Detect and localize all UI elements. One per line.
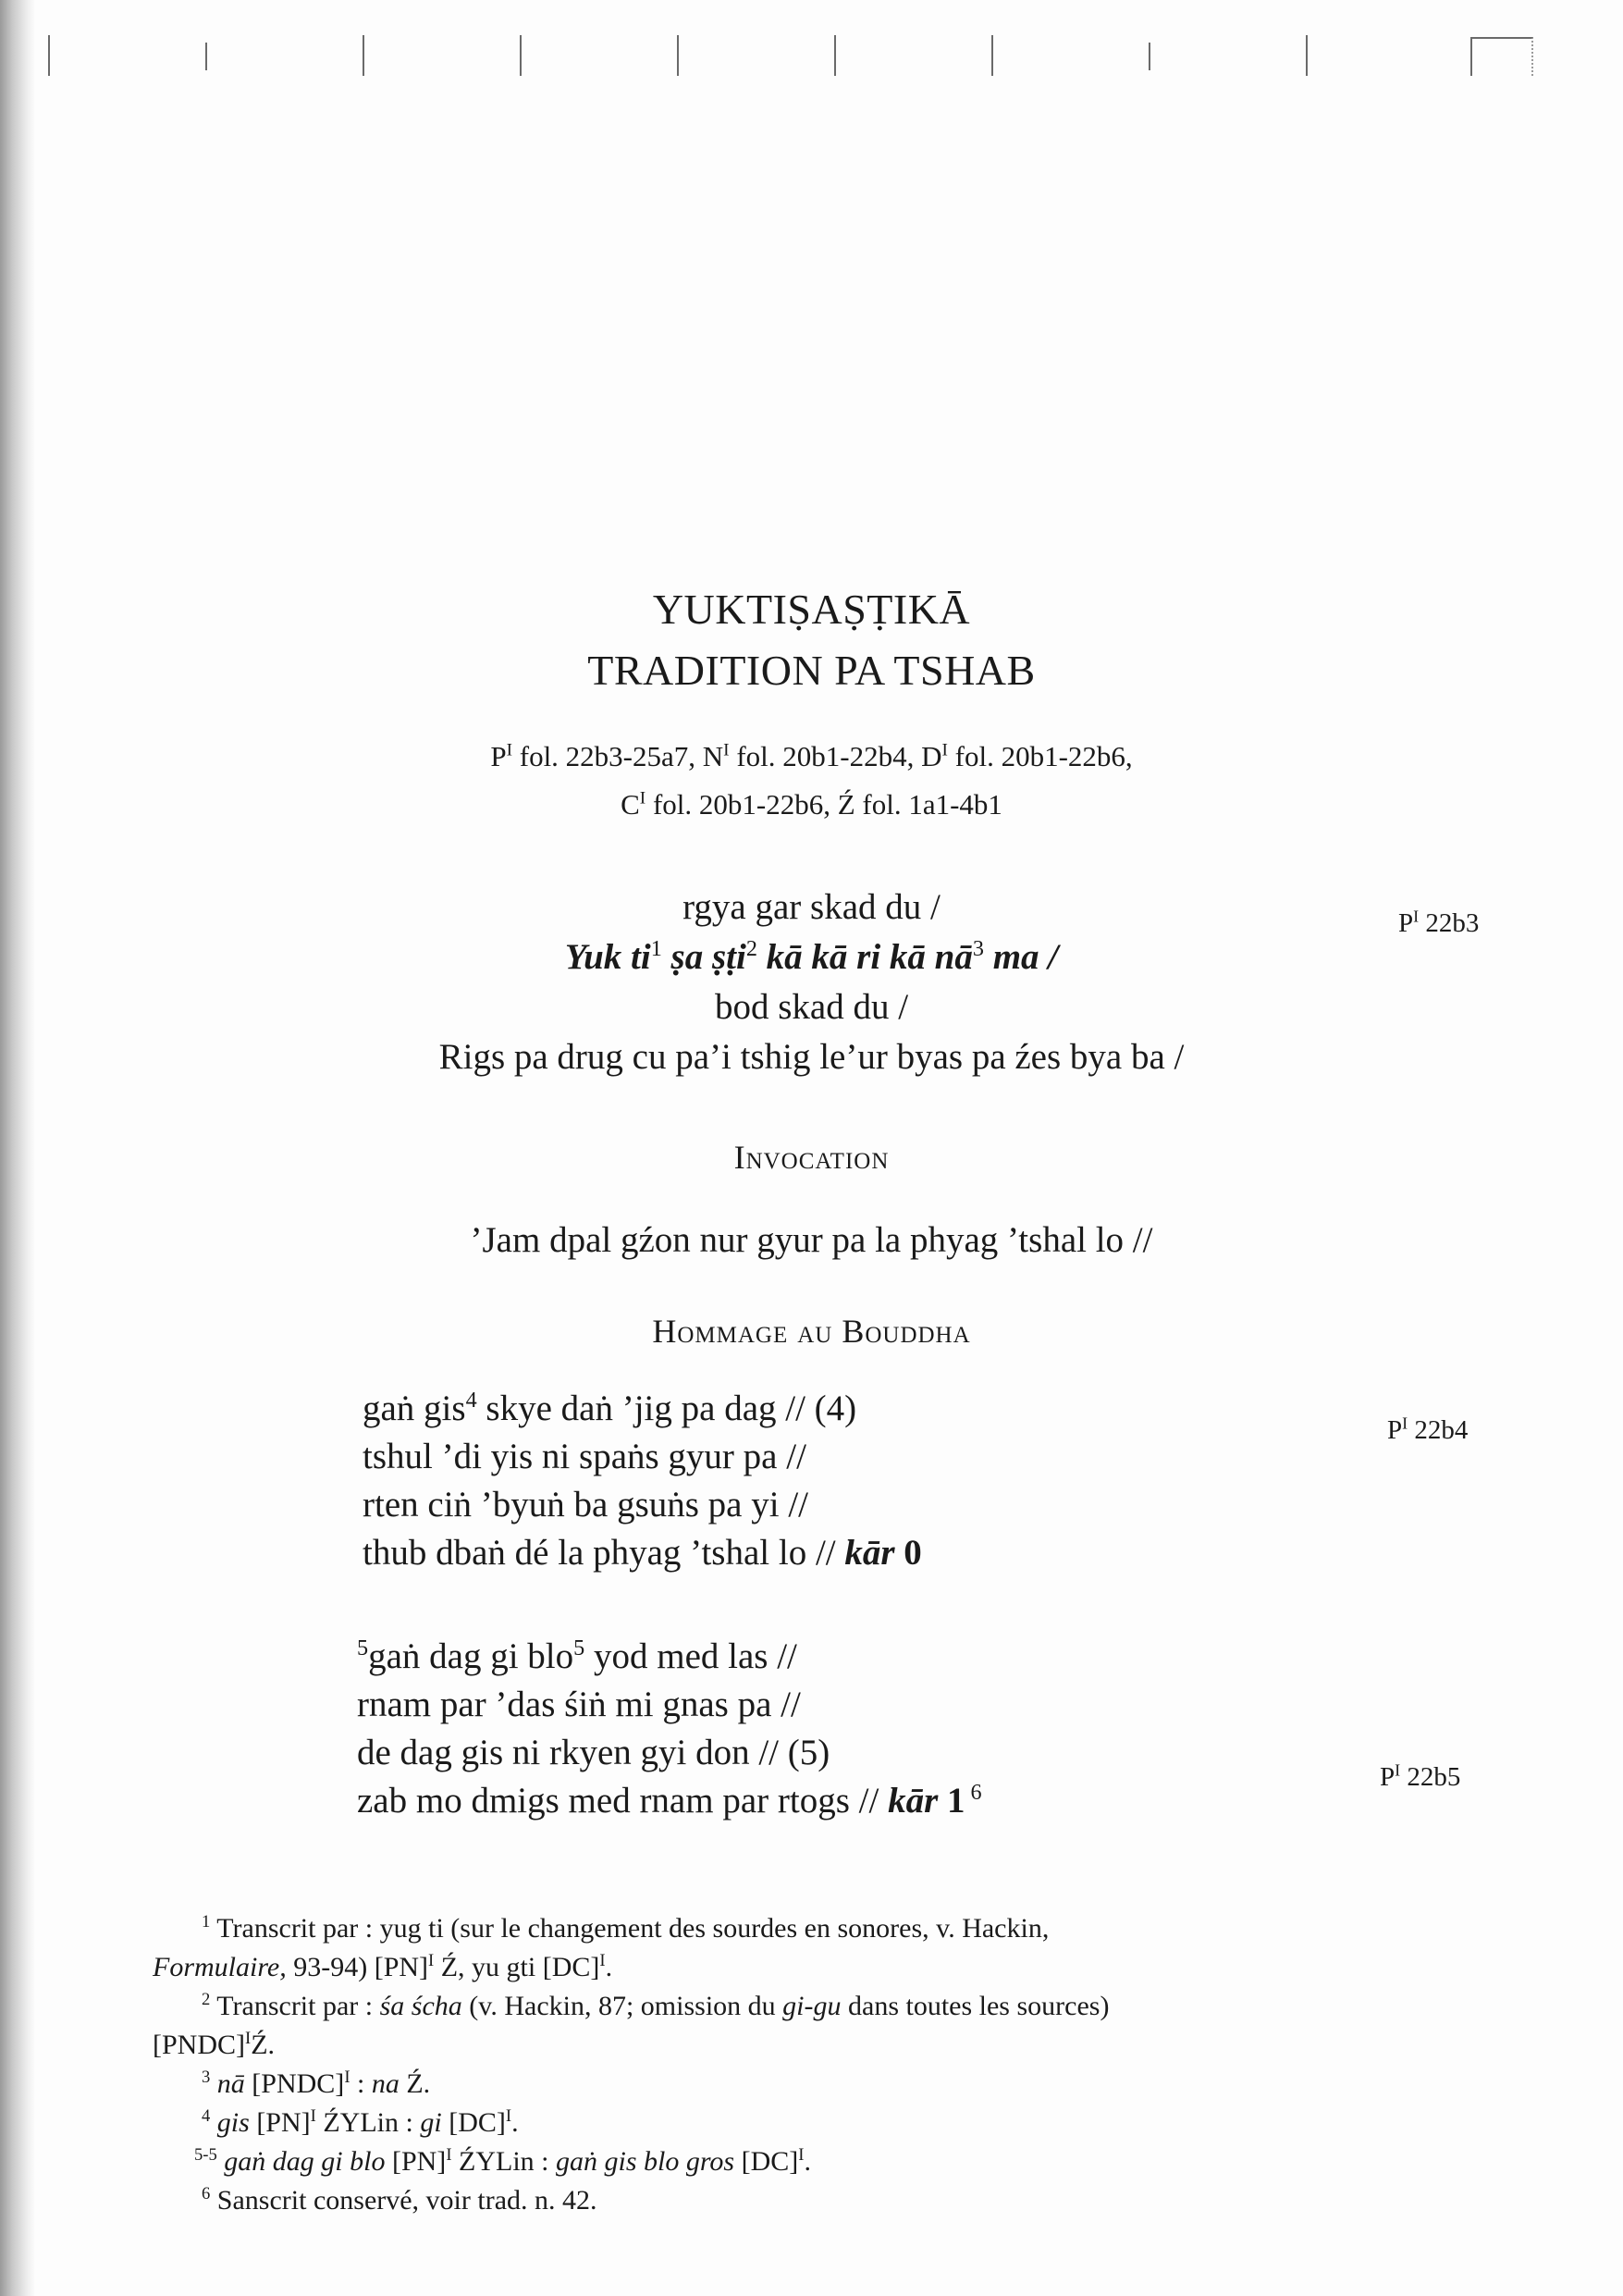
siglum-sup: I — [798, 2145, 805, 2165]
footnote-text: ŹYLin : — [451, 2146, 557, 2177]
note-ref: 5 — [357, 1636, 369, 1660]
karika-number: 1 — [938, 1781, 965, 1821]
title-block-line: bod skad du / — [714, 987, 909, 1027]
siglum-sup: I — [245, 2029, 252, 2048]
footnote-5 — [194, 2146, 811, 2178]
siglum: P — [1380, 1762, 1396, 1792]
footnote-3 — [202, 2068, 430, 2100]
karika-label: kār — [844, 1533, 895, 1573]
footnote-text: : — [350, 2068, 372, 2099]
siglum-sup: I — [599, 1951, 606, 1970]
page-subtitle: TRADITION PA TSHAB — [587, 647, 1036, 694]
footnote-italic: Formulaire, — [153, 1952, 287, 1982]
footnote-italic: gis — [210, 2107, 250, 2138]
folio: 22b5 — [1400, 1762, 1461, 1792]
siglum-sup: I — [639, 788, 646, 809]
siglum-sup: I — [723, 740, 730, 760]
karika-number: 0 — [894, 1533, 922, 1573]
siglum: P — [490, 740, 507, 772]
sanskrit-word: ṣa ṣṭi — [661, 937, 746, 977]
footnote-italic: gaṅ dag gi blo — [216, 2146, 386, 2177]
footnote-text: Ź. — [399, 2068, 431, 2099]
title-block-line: rgya gar skad du / — [682, 887, 941, 927]
siglum-sup: I — [941, 740, 948, 760]
ruler-tick — [677, 35, 679, 76]
footnote-italic: nā — [210, 2068, 245, 2099]
footnote-number: 6 — [202, 2184, 211, 2203]
footnote-text: dans toutes les sources) — [841, 1991, 1110, 2021]
margin-folio-ref — [1387, 1415, 1468, 1446]
siglum-sup: I — [446, 2145, 452, 2165]
footnote-4 — [202, 2107, 519, 2139]
sources-line-2 — [0, 788, 1623, 821]
footnote-text: Ź, yu gti [DC] — [434, 1952, 600, 1982]
siglum: D — [921, 740, 942, 772]
folio-range: fol. 20b1-22b6, — [947, 740, 1133, 772]
ruler-tick — [991, 35, 993, 76]
verse-line — [357, 1780, 982, 1821]
ruler-tick — [205, 43, 207, 70]
footnote-text: (v. Hackin, 87; omission du — [461, 1991, 783, 2021]
siglum: P — [1398, 908, 1414, 938]
note-ref: 4 — [465, 1388, 477, 1413]
siglum-sup: I — [310, 2106, 316, 2126]
verse-text: zab mo dmigs med rnam par rtogs // — [357, 1781, 889, 1821]
siglum-sup: I — [506, 740, 512, 760]
ruler-tick — [520, 35, 522, 76]
footnote-text: 93-94) [PN] — [286, 1952, 429, 1982]
footnote-text: [PNDC] — [244, 2068, 345, 2099]
note-ref: 6 — [965, 1780, 982, 1805]
note-ref: 2 — [745, 936, 757, 961]
verse-text: thub dbaṅ dé la phyag ’tshal lo // — [363, 1533, 845, 1573]
footnote-italic: gi-gu — [782, 1991, 842, 2021]
footnote-2 — [202, 1991, 1109, 2022]
verse-text: yod med las // — [584, 1636, 797, 1676]
ruler-tick — [48, 35, 50, 76]
footnote-text: . — [804, 2146, 811, 2177]
verse-text: skye daṅ ’jig pa dag // (4) — [476, 1389, 857, 1428]
footnote-number: 4 — [202, 2106, 211, 2126]
sanskrit-word: Yuk ti — [564, 937, 651, 977]
sanskrit-word: ma / — [983, 937, 1059, 977]
ruler-tick — [834, 35, 836, 76]
footnote-text: ŹYLin : — [315, 2107, 421, 2138]
footnote-text: Transcrit par : — [210, 1991, 380, 2021]
verse-line: rnam par ’das śiṅ mi gnas pa // — [357, 1685, 801, 1724]
margin-folio-ref — [1380, 1762, 1460, 1793]
ruler-corner — [1470, 37, 1533, 76]
footnote-6 — [202, 2185, 597, 2216]
siglum: N — [702, 740, 724, 772]
folio-range: fol. 20b1-22b4, — [729, 740, 922, 772]
note-ref: 1 — [650, 936, 662, 961]
footnote-text: [DC] — [441, 2107, 506, 2138]
note-ref: 3 — [972, 936, 984, 961]
note-ref: 5 — [573, 1636, 585, 1660]
footnote-text: Sanscrit conservé, voir trad. n. 42. — [210, 2185, 597, 2216]
sources-line-1 — [0, 740, 1623, 773]
footnote-1 — [202, 1913, 1049, 1944]
siglum-sup: I — [1395, 1760, 1401, 1780]
footnote-text: Ź. — [251, 2030, 276, 2060]
footnote-2-cont — [153, 2030, 275, 2061]
sanskrit-word: kā kā ri kā nā — [756, 937, 973, 977]
verse-line: tshul ’di yis ni spaṅs gyur pa // — [363, 1437, 806, 1476]
sanskrit-title — [0, 936, 1623, 978]
section-heading-hommage: Hommage au Bouddha — [652, 1313, 971, 1350]
margin-folio-ref — [1398, 908, 1479, 939]
footnote-number: 5-5 — [194, 2145, 217, 2165]
footnote-italic: na — [371, 2068, 400, 2099]
siglum: P — [1387, 1415, 1403, 1445]
footnote-italic: gaṅ gis blo gros — [556, 2146, 735, 2177]
verse-line — [363, 1388, 856, 1429]
verse-line — [357, 1636, 797, 1677]
ruler-tick — [1306, 35, 1308, 76]
karika-label: kār — [888, 1781, 939, 1821]
footnote-italic: gi — [420, 2107, 442, 2138]
page-title: YUKTIṢAṢṬIKĀ — [652, 586, 971, 633]
folio-range: fol. 22b3-25a7, — [512, 740, 703, 772]
footnote-number: 1 — [202, 1912, 211, 1932]
verse-text: gaṅ dag gi blo — [368, 1636, 574, 1676]
siglum-sup: I — [505, 2106, 512, 2126]
tibetan-title: Rigs pa drug cu pa’i tshig le’ur byas pa źes bya ba / — [438, 1037, 1185, 1077]
siglum: C — [621, 788, 640, 821]
footnote-1-cont — [153, 1952, 612, 1983]
siglum-sup: I — [428, 1951, 435, 1970]
verse-line: rten ciṅ ’byuṅ ba gsuṅs pa yi // — [363, 1485, 808, 1524]
siglum-sup: I — [1413, 907, 1420, 926]
footnote-text: [PNDC] — [153, 2030, 246, 2060]
footnote-number: 2 — [202, 1990, 211, 2009]
footnote-text: Transcrit par : yug ti (sur le changement des sourdes en sonores, v. Hackin, — [210, 1913, 1050, 1944]
footnote-number: 3 — [202, 2068, 211, 2087]
invocation-line: ’Jam dpal gźon nur gyur pa la phyag ’tshal lo // — [470, 1220, 1153, 1260]
footnote-text: [PN] — [249, 2107, 311, 2138]
footnote-text: . — [511, 2107, 519, 2138]
section-heading-invocation: Invocation — [733, 1139, 890, 1176]
verse-text: gaṅ gis — [363, 1389, 466, 1428]
folio-range: fol. 20b1-22b6, Ź fol. 1a1-4b1 — [646, 788, 1002, 821]
folio: 22b4 — [1408, 1415, 1469, 1445]
footnote-text: [DC] — [734, 2146, 799, 2177]
footnote-text: [PN] — [385, 2146, 447, 2177]
footnote-text: . — [605, 1952, 613, 1982]
siglum-sup: I — [1402, 1413, 1408, 1433]
folio: 22b3 — [1419, 908, 1480, 938]
ruler-tick — [1149, 43, 1150, 70]
verse-line: de dag gis ni rkyen gyi don // (5) — [357, 1733, 830, 1772]
verse-line — [363, 1532, 922, 1574]
footnote-italic: śa ścha — [379, 1991, 462, 2021]
siglum-sup: I — [344, 2068, 350, 2087]
ruler-tick — [363, 35, 364, 76]
